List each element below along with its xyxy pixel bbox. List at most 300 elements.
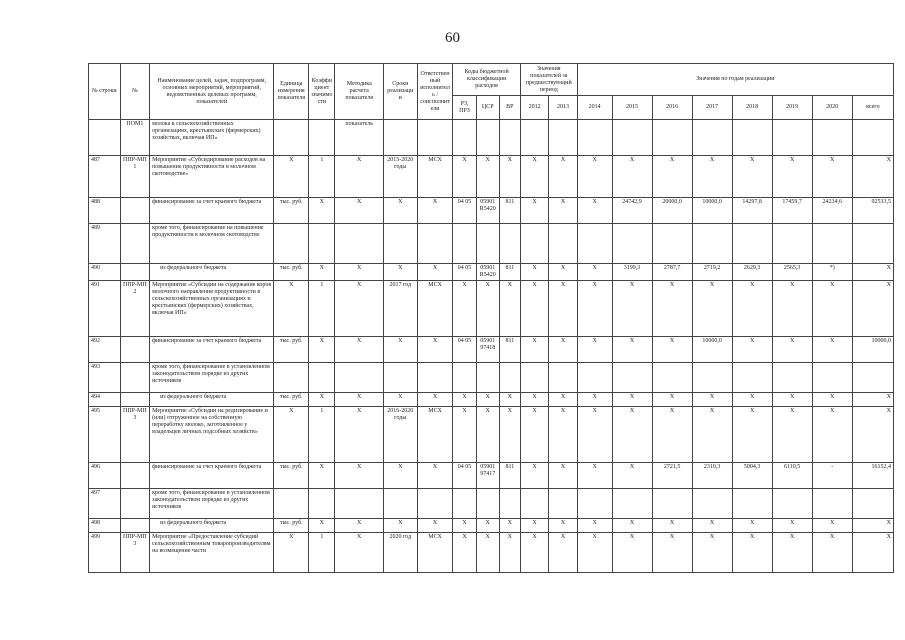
cell-value-2015 <box>612 363 652 393</box>
cell-2013 <box>549 363 577 393</box>
cell-method <box>335 489 383 519</box>
cell-resp: Х <box>417 337 453 363</box>
cell-value-2015: Х <box>612 407 652 463</box>
cell-terms: Х <box>383 393 417 407</box>
cell-value-2018: Х <box>732 337 772 363</box>
cell-no <box>120 224 149 264</box>
cell-value-2018: Х <box>732 533 772 573</box>
cell-2018 <box>732 120 772 156</box>
cell-resp <box>417 224 453 264</box>
cell-vr: Х <box>499 281 520 337</box>
header-year-2017: 2017 <box>692 96 732 120</box>
header-no: № <box>120 64 149 120</box>
cell-resp: Х <box>417 264 453 281</box>
cell-row-no <box>89 120 121 156</box>
table-row <box>89 224 894 264</box>
cell-coef: Х <box>309 519 335 533</box>
cell-rz: Х <box>453 393 476 407</box>
header-method: Методика расчета показателя <box>335 64 383 120</box>
cell-resp: МСХ <box>417 156 453 198</box>
cell-value-2018: 2629,3 <box>732 264 772 281</box>
cell-resp <box>417 489 453 519</box>
cell-value-2018: 14297,8 <box>732 198 772 224</box>
cell-value-2016 <box>652 363 692 393</box>
cell-row-no: 487 <box>89 156 121 198</box>
cell-value-2014: Х <box>577 519 612 533</box>
cell-2012: Х <box>520 519 548 533</box>
cell-value-2019: Х <box>772 519 812 533</box>
cell-coef: 1 <box>309 407 335 463</box>
cell-row-no: 488 <box>89 198 121 224</box>
table-row <box>89 463 894 489</box>
cell-vr: Х <box>499 156 520 198</box>
cell-vr <box>499 489 520 519</box>
cell-value-2015: 3199,3 <box>612 264 652 281</box>
header-values: Значения по годам реализации <box>577 64 893 96</box>
cell-row-no: 495 <box>89 407 121 463</box>
header-year-2015: 2015 <box>612 96 652 120</box>
cell-value-2018 <box>732 224 772 264</box>
cell-value-2014: Х <box>577 198 612 224</box>
cell-vr: 811 <box>499 463 520 489</box>
cell-name: Мероприятие «Субсидии на содержание коров молочного направления продуктивности в сельскохозяйственных организациях и крестьянских (фермерских) хозяйствах, включая ИП» <box>150 281 274 337</box>
cell-2012: Х <box>520 407 548 463</box>
cell-2012: Х <box>520 393 548 407</box>
cell-2014 <box>577 120 612 156</box>
table-row <box>89 363 894 393</box>
cell-terms: Х <box>383 264 417 281</box>
table-row <box>89 281 894 337</box>
cell-method: Х <box>335 156 383 198</box>
cell-rz: 04 05 <box>453 198 476 224</box>
cell-2012: Х <box>520 156 548 198</box>
cell-csr: Х <box>476 393 499 407</box>
cell-2013: Х <box>549 264 577 281</box>
cell-rz: Х <box>453 156 476 198</box>
header-name: Наименование целей, задач, подпрограмм, основных мероприятий, мероприятий, ведомственных целевых программ, показателей <box>150 64 274 120</box>
cell-value-2016: Х <box>652 337 692 363</box>
cell-2020 <box>812 120 852 156</box>
cell-value-2015 <box>612 224 652 264</box>
cell-method: Х <box>335 281 383 337</box>
cell-row-no: 497 <box>89 489 121 519</box>
cell-coef: 1 <box>309 533 335 573</box>
cell-rz: Х <box>453 533 476 573</box>
cell-rz: 04 05 <box>453 463 476 489</box>
cell-unit: тыс. руб. <box>274 198 309 224</box>
cell-method: Х <box>335 463 383 489</box>
cell-method: Х <box>335 337 383 363</box>
cell-row-no: 491 <box>89 281 121 337</box>
header-year-2014: 2014 <box>577 96 612 120</box>
cell-terms: Х <box>383 463 417 489</box>
cell-value-2017 <box>692 224 732 264</box>
header-year-2013: 2013 <box>549 96 577 120</box>
cell-value-2019: Х <box>772 156 812 198</box>
cell-unit: Х <box>274 281 309 337</box>
cell-value-2016: Х <box>652 156 692 198</box>
cell-value-2015: Х <box>612 281 652 337</box>
cell-value-2019 <box>772 489 812 519</box>
cell-2013 <box>549 224 577 264</box>
cell-value-2015: Х <box>612 463 652 489</box>
cell-terms: Х <box>383 198 417 224</box>
header-year-2018: 2018 <box>732 96 772 120</box>
header-year-2012: 2012 <box>520 96 548 120</box>
header-total: всего <box>852 96 893 120</box>
cell-terms: 2020 год <box>383 533 417 573</box>
cell-resp <box>417 363 453 393</box>
cell-total: Х <box>852 264 893 281</box>
cell-csr: Х <box>476 519 499 533</box>
cell-unit <box>274 489 309 519</box>
cell-2013: Х <box>549 407 577 463</box>
cell-value-2018: Х <box>732 393 772 407</box>
cell-2012 <box>520 489 548 519</box>
cell-value-2017: Х <box>692 281 732 337</box>
cell-value-2017: Х <box>692 393 732 407</box>
cell-csr <box>476 489 499 519</box>
cell-unit: тыс. руб. <box>274 463 309 489</box>
cell-coef: 1 <box>309 156 335 198</box>
cell-unit <box>274 363 309 393</box>
cell-no <box>120 337 149 363</box>
header-prev: Значения показателей за предшествующий период <box>520 64 577 96</box>
cell-value-2014: Х <box>577 281 612 337</box>
cell-total <box>852 224 893 264</box>
cell-value-2020 <box>812 363 852 393</box>
cell-name: финансирование за счет краевого бюджета <box>150 198 274 224</box>
cell-rz: Х <box>453 407 476 463</box>
cell-value-2020: Х <box>812 407 852 463</box>
cell-no <box>120 363 149 393</box>
cell-name: молока в сельскохозяйственных организациях, крестьянских (фермерских) хозяйствах, включая ИП» <box>150 120 274 156</box>
cell-coef: Х <box>309 337 335 363</box>
cell-resp: МСХ <box>417 533 453 573</box>
cell-no: ПОМ1 <box>120 120 149 156</box>
cell-value-2014 <box>577 224 612 264</box>
cell-value-2014 <box>577 489 612 519</box>
cell-total: Х <box>852 519 893 533</box>
cell-value-2016: 2787,7 <box>652 264 692 281</box>
table-row <box>89 393 894 407</box>
table-row-continuation <box>89 120 894 156</box>
header-row-no: № строки <box>89 64 121 120</box>
cell-csr: Х <box>476 281 499 337</box>
cell-total: 10000,0 <box>852 337 893 363</box>
cell-row-no: 493 <box>89 363 121 393</box>
cell-vr: 811 <box>499 198 520 224</box>
cell-2013 <box>549 489 577 519</box>
table-row <box>89 264 894 281</box>
cell-value-2020: Х <box>812 533 852 573</box>
cell-unit: тыс. руб. <box>274 337 309 363</box>
cell-no <box>120 393 149 407</box>
cell-2012: Х <box>520 337 548 363</box>
cell-value-2014: Х <box>577 156 612 198</box>
cell-name: финансирование за счет краевого бюджета <box>150 337 274 363</box>
cell-total: 16152,4 <box>852 463 893 489</box>
cell-method <box>335 363 383 393</box>
cell-2013: Х <box>549 533 577 573</box>
header-year-2019: 2019 <box>772 96 812 120</box>
cell-value-2019: Х <box>772 337 812 363</box>
cell-name: из федерального бюджета <box>150 264 274 281</box>
cell-resp: Х <box>417 393 453 407</box>
cell-value-2019: Х <box>772 281 812 337</box>
cell-value-2018: Х <box>732 281 772 337</box>
cell-total: Х <box>852 393 893 407</box>
cell-rz: Х <box>453 519 476 533</box>
cell-row-no: 496 <box>89 463 121 489</box>
cell-value-2017: 2310,3 <box>692 463 732 489</box>
cell-coef <box>309 224 335 264</box>
cell-name: кроме того, финансирование в установленном законодательством порядке из других источников <box>150 489 274 519</box>
cell-name: кроме того, финансирование в установленном законодательством порядке из других источников <box>150 363 274 393</box>
cell-2013: Х <box>549 156 577 198</box>
cell-terms: 2016-2020 годы <box>383 407 417 463</box>
cell-value-2020 <box>812 489 852 519</box>
cell-2012 <box>520 363 548 393</box>
cell-csr <box>476 224 499 264</box>
cell-resp: МСХ <box>417 407 453 463</box>
table-row <box>89 156 894 198</box>
cell-2016 <box>652 120 692 156</box>
cell-method: Х <box>335 519 383 533</box>
cell-value-2016: Х <box>652 281 692 337</box>
page-number: 60 <box>445 30 460 46</box>
cell-resp: МСХ <box>417 281 453 337</box>
cell-coef: Х <box>309 463 335 489</box>
cell-row-no: 499 <box>89 533 121 573</box>
cell-total <box>852 489 893 519</box>
header-codes: Коды бюджетной классификации расходов <box>453 64 520 96</box>
cell-value-2018: Х <box>732 156 772 198</box>
cell-row-no: 494 <box>89 393 121 407</box>
cell-2013: Х <box>549 393 577 407</box>
cell-value-2016: Х <box>652 407 692 463</box>
cell-value-2017: Х <box>692 156 732 198</box>
cell-coef <box>309 363 335 393</box>
cell-rz <box>453 120 476 156</box>
cell-value-2014: Х <box>577 463 612 489</box>
cell-value-2014: Х <box>577 337 612 363</box>
cell-method: Х <box>335 533 383 573</box>
cell-coef: Х <box>309 198 335 224</box>
cell-2013: Х <box>549 519 577 533</box>
cell-value-2017 <box>692 489 732 519</box>
cell-terms <box>383 363 417 393</box>
cell-terms <box>383 489 417 519</box>
cell-value-2014 <box>577 363 612 393</box>
cell-terms: Х <box>383 337 417 363</box>
cell-value-2016 <box>652 489 692 519</box>
cell-value-2016: Х <box>652 533 692 573</box>
cell-2012: Х <box>520 463 548 489</box>
cell-total: Х <box>852 407 893 463</box>
cell-no <box>120 519 149 533</box>
cell-terms <box>383 224 417 264</box>
cell-rz: Х <box>453 281 476 337</box>
cell-unit <box>274 224 309 264</box>
cell-name: финансирование за счет краевого бюджета <box>150 463 274 489</box>
cell-resp: Х <box>417 519 453 533</box>
cell-unit: Х <box>274 407 309 463</box>
cell-csr: 05901 R5420 <box>476 198 499 224</box>
header-responsible: Ответственный исполнитель / соисполнители <box>417 64 453 120</box>
cell-name: из федерального бюджета <box>150 519 274 533</box>
cell-value-2020: Х <box>812 281 852 337</box>
cell-no <box>120 198 149 224</box>
cell-vr: Х <box>499 407 520 463</box>
table-row <box>89 337 894 363</box>
cell-2013: Х <box>549 463 577 489</box>
cell-2012: Х <box>520 264 548 281</box>
cell-method: Х <box>335 407 383 463</box>
cell-row-no: 498 <box>89 519 121 533</box>
cell-total <box>852 363 893 393</box>
cell-value-2020: Х <box>812 519 852 533</box>
cell-value-2015: Х <box>612 519 652 533</box>
cell-vr: Х <box>499 533 520 573</box>
cell-value-2019: 17459,7 <box>772 198 812 224</box>
cell-2017 <box>692 120 732 156</box>
cell-vr: 811 <box>499 337 520 363</box>
cell-2012 <box>520 120 548 156</box>
cell-no <box>120 463 149 489</box>
cell-csr: Х <box>476 407 499 463</box>
cell-value-2014: Х <box>577 407 612 463</box>
cell-value-2015: Х <box>612 393 652 407</box>
cell-name: Мероприятие «Субсидии на редизирование и (или) отгруженное на собственную переработку молоко, заготовленное у владельцев личных подсобных хозяйств» <box>150 407 274 463</box>
cell-value-2019: 6110,5 <box>772 463 812 489</box>
cell-row-no: 489 <box>89 224 121 264</box>
cell-terms: Х <box>383 519 417 533</box>
cell-value-2017: Х <box>692 519 732 533</box>
cell-value-2018 <box>732 363 772 393</box>
cell-value-2020: 24234,6 <box>812 198 852 224</box>
cell-method <box>335 224 383 264</box>
cell-value-2014: Х <box>577 264 612 281</box>
cell-csr: Х <box>476 533 499 573</box>
cell-vr <box>499 363 520 393</box>
cell-value-2018: Х <box>732 519 772 533</box>
cell-value-2018: Х <box>732 407 772 463</box>
cell-value-2015: Х <box>612 156 652 198</box>
cell-2012: Х <box>520 281 548 337</box>
cell-value-2014: Х <box>577 533 612 573</box>
header-year-2020: 2020 <box>812 96 852 120</box>
header-vr: ВР <box>499 96 520 120</box>
cell-total <box>852 120 893 156</box>
cell-rz <box>453 489 476 519</box>
cell-value-2015 <box>612 489 652 519</box>
header-coef: Коэффициент значимости <box>309 64 335 120</box>
cell-no: ППР-МП 3 <box>120 407 149 463</box>
cell-value-2016 <box>652 224 692 264</box>
cell-resp <box>417 120 453 156</box>
cell-no <box>120 489 149 519</box>
cell-value-2019 <box>772 363 812 393</box>
cell-value-2018 <box>732 489 772 519</box>
cell-terms: 2015-2020 годы <box>383 156 417 198</box>
cell-rz <box>453 224 476 264</box>
cell-value-2014: Х <box>577 393 612 407</box>
cell-value-2020: - <box>812 463 852 489</box>
table-body <box>89 120 894 573</box>
cell-total: 92533,5 <box>852 198 893 224</box>
cell-value-2020 <box>812 224 852 264</box>
cell-name: Мероприятие «Субсидирование расходов на повышение продуктивности в молочном скотоводстве» <box>150 156 274 198</box>
cell-2013: Х <box>549 337 577 363</box>
cell-method: Х <box>335 393 383 407</box>
cell-2012: Х <box>520 533 548 573</box>
cell-csr <box>476 363 499 393</box>
cell-value-2018: 5004,3 <box>732 463 772 489</box>
cell-terms: 2017 год <box>383 281 417 337</box>
cell-value-2016: 2721,5 <box>652 463 692 489</box>
cell-unit: Х <box>274 156 309 198</box>
cell-vr: Х <box>499 393 520 407</box>
cell-total: Х <box>852 156 893 198</box>
table-row <box>89 519 894 533</box>
cell-row-no: 490 <box>89 264 121 281</box>
cell-2015 <box>612 120 652 156</box>
cell-2012 <box>520 224 548 264</box>
cell-method: Х <box>335 198 383 224</box>
cell-coef <box>309 120 335 156</box>
cell-value-2017: 10000,0 <box>692 337 732 363</box>
cell-coef <box>309 489 335 519</box>
cell-2013: Х <box>549 281 577 337</box>
cell-value-2015: Х <box>612 337 652 363</box>
table-row <box>89 489 894 519</box>
cell-2013 <box>549 120 577 156</box>
cell-name: кроме того, финансирование на повышение продуктивности в молочном скотоводстве <box>150 224 274 264</box>
cell-unit: Х <box>274 533 309 573</box>
cell-value-2019 <box>772 224 812 264</box>
cell-vr: 811 <box>499 264 520 281</box>
header-year-2016: 2016 <box>652 96 692 120</box>
cell-unit <box>274 120 309 156</box>
cell-2019 <box>772 120 812 156</box>
cell-value-2019: Х <box>772 393 812 407</box>
cell-csr: 05901 97417 <box>476 463 499 489</box>
cell-coef: Х <box>309 393 335 407</box>
cell-value-2017: 10000,0 <box>692 198 732 224</box>
cell-resp: Х <box>417 198 453 224</box>
cell-2012: Х <box>520 198 548 224</box>
cell-row-no: 492 <box>89 337 121 363</box>
header-unit: Единица измерения показателя <box>274 64 309 120</box>
cell-coef: 1 <box>309 281 335 337</box>
cell-method: Х <box>335 264 383 281</box>
cell-value-2020: Х <box>812 337 852 363</box>
cell-csr <box>476 120 499 156</box>
cell-total: Х <box>852 281 893 337</box>
cell-value-2016: Х <box>652 393 692 407</box>
cell-method: показатель <box>335 120 383 156</box>
cell-name: из федерального бюджета <box>150 393 274 407</box>
cell-value-2017: 2719,2 <box>692 264 732 281</box>
cell-no: ППР-МП 3 <box>120 533 149 573</box>
cell-value-2016: Х <box>652 519 692 533</box>
program-table <box>88 63 894 573</box>
cell-value-2017 <box>692 363 732 393</box>
cell-csr: 05901 97418 <box>476 337 499 363</box>
cell-total: Х <box>852 533 893 573</box>
cell-rz <box>453 363 476 393</box>
